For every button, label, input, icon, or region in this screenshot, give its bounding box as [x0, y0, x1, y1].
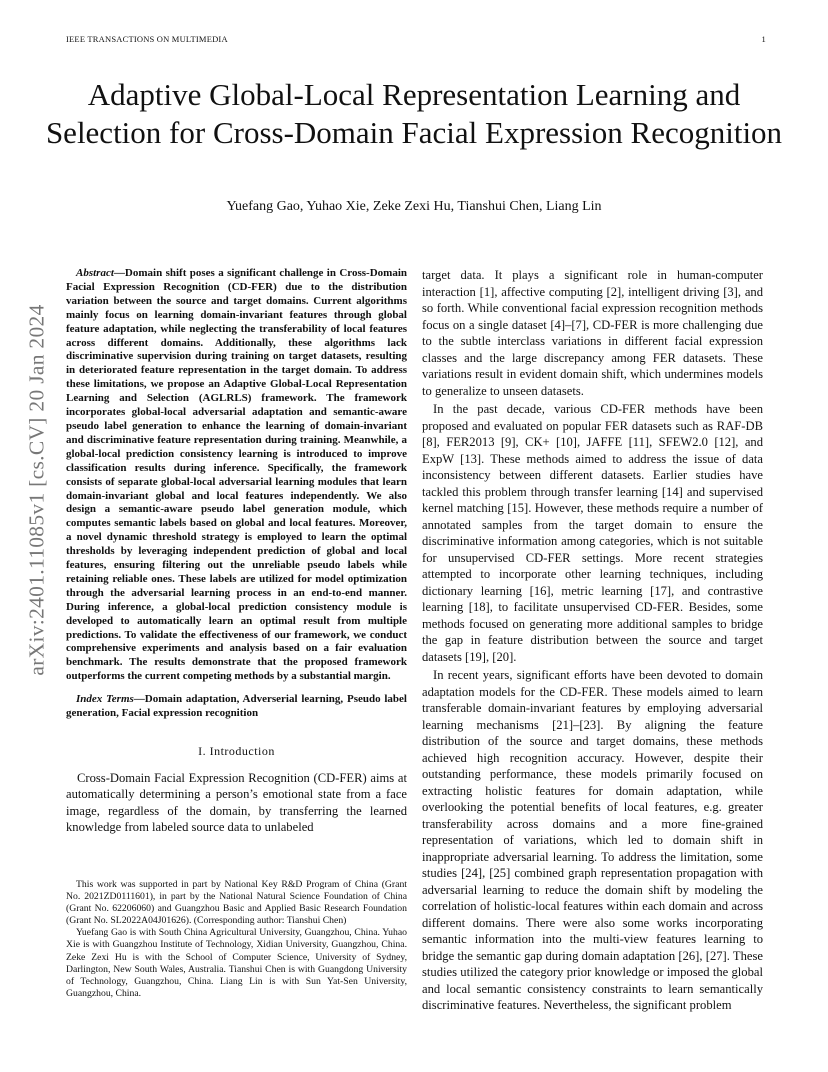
- running-header: [66, 34, 766, 48]
- section-heading-introduction: I. Introduction: [198, 744, 275, 758]
- body-paragraph: target data. It plays a significant role in human-computer interaction [1], affective computing [2], intelligent driving [3], and so forth. While conventional facial expression recognition methods focus on a single dataset [4]–[7], CD-FER is more challenging due to the subtle interclass variations in different facial expression classes and the large discrepancy among FER datasets. These variations result in evident domain shift, which undermines models to generalize to unseen datasets.: [422, 268, 763, 398]
- abstract: [66, 267, 407, 684]
- paper-title: Adaptive Global-Local Representation Learning and Selection for Cross-Domain Facial Expression Recognition: [45, 77, 783, 150]
- index-terms-text: —Domain adaptation, Adverserial learning, Pseudo label generation, Facial expression recognition: [66, 693, 407, 720]
- index-terms-label: Index Terms: [76, 693, 134, 706]
- body-paragraph: In recent years, significant efforts have been devoted to domain adaptation models for the CD-FER. These models aimed to learn transferable domain-invariant features by employing adversarial learning mechanisms [21]–[23]. By aligning the feature distribution of the source and target domains, these methods achieved high recognition accuracy. However, despite their outstanding performance, these models primarily focused on extracting holistic features for domain adaptation, while overlooking the potential benefits of local features, e.g. greater transferability across domains and a more fine-grained representation of variations, which led to domain shift in inappropriate adversarial learning. To address the limitation, some studies [24], [25] combined graph representation propagation with adversarial learning to reduce the domain shift by modeling the correlation of holistic-local features within each domain and across different domains. There were also some works incorporating semantic information into the multi-view features learning to bridge the semantic gap during domain adaptation [26], [27]. These studies utilized the category prior knowledge or imposed the global and local semantic consistency constraints to learn semantically discriminative features. Nevertheless, the significant problem: [422, 668, 763, 1012]
- body-paragraph: In the past decade, various CD-FER methods have been proposed and evaluated on popular FER datasets such as RAF-DB [8], FER2013 [9], CK+ [10], JAFFE [11], SFEW2.0 [12], and ExpW [13]. These methods aimed to address the issue of data inconsistency between different datasets. Earlier studies have tackled this problem through transfer learning [14] and supervised kernel matching [15]. However, these methods require a number of annotated samples from the target domain to ensure the discriminative information among categories, which is not suitable for unsupervised CD-FER settings. More recent strategies attempted to incorporate other learning techniques, including dictionary learning [16], metric learning [17], and contrastive learning [18], to facilitate unsupervised CD-FER. Besides, some methods focused on generating more additional samples to bridge the gap in feature distribution between the source and target datasets [19], [20].: [422, 402, 763, 664]
- abstract-text: —Domain shift poses a significant challenge in Cross-Domain Facial Expression Recognition (CD-FER) due to the distribution variation between the source and target domains. Current algorithms mainly focus on learning domain-invariant features through global feature adaptation, while neglecting the transferability of local features across different domains. Additionally, these algorithms lack discriminative supervision during training on target datasets, resulting in deteriorated feature representation in the target domain. To address these limitations, we propose an Adaptive Global-Local Representation Learning and Selection (AGLRLS) framework. The framework incorporates global-local adversarial adaptation and semantic-aware pseudo label generation to enhance the learning of domain-invariant and discriminative feature representation during training. Meanwhile, a global-local prediction consistency learning is introduced to improve classification results during inference. Specifically, the framework consists of separate global-local adversarial learning modules that learn domain-invariant global and local features independently. We also design a semantic-aware pseudo label generation module, which computes semantic labels based on global and local features. Moreover, a novel dynamic threshold strategy is employed to learn the optimal thresholds by leveraging independent prediction of global and local features, ensuring filtering out the unreliable pseudo labels while retaining reliable ones. These labels are utilized for model optimization through the adversarial learning process in an end-to-end manner. During inference, a global-local prediction consistency module is developed to automatically learn an optimal result from multiple predictions. To validate the effectiveness of our framework, we conduct comprehensive experiments and analysis based on a fair evaluation benchmark. The results demonstrate that the proposed framework outperforms the current competing methods by a substantial margin.: [66, 267, 407, 683]
- arxiv-stamp: [22, 290, 52, 690]
- arxiv-stamp-text: arXiv:2401.11085v1 [cs.CV] 20 Jan 2024: [24, 304, 49, 676]
- footnotes: [66, 879, 407, 1000]
- left-column: [66, 267, 407, 836]
- affiliation-footnote: Yuefang Gao is with South China Agricultural University, Guangzhou, China. Yuhao Xie is with Guangzhou Institute of Technology, Xidian University, Guangzhou, China. Zeke Zexi Hu is with the School of Computer Science, University of Sydney, Darlington, New South Wales, Australia. Tianshui Chen is with Guangdong University of Technology, Guangzhou, China. Liang Lin is with Sun Yat-Sen University, Guangzhou, China.: [66, 927, 407, 999]
- page-number: 1: [761, 34, 766, 44]
- abstract-label: Abstract: [76, 267, 114, 279]
- funding-footnote: This work was supported in part by National Key R&D Program of China (Grant No. 2021ZD0111601), in part by the National Natural Science Foundation of China (Grant No. 62206060) and Guangzhou Basic and Applied Basic Research Foundation (Grant No. SL2022A04J01626). (Corresponding author: Tianshui Chen): [66, 879, 407, 927]
- index-terms: [66, 693, 407, 721]
- author-list: Yuefang Gao, Yuhao Xie, Zeke Zexi Hu, Tianshui Chen, Liang Lin: [226, 199, 602, 214]
- journal-name: IEEE TRANSACTIONS ON MULTIMEDIA: [66, 34, 228, 44]
- right-column: [422, 267, 763, 1014]
- intro-paragraph: Cross-Domain Facial Expression Recognition (CD-FER) aims at automatically determining a person’s emotional state from a face image, regardless of the domain, by transferring the learned knowledge from labeled source data to unlabeled: [66, 770, 407, 834]
